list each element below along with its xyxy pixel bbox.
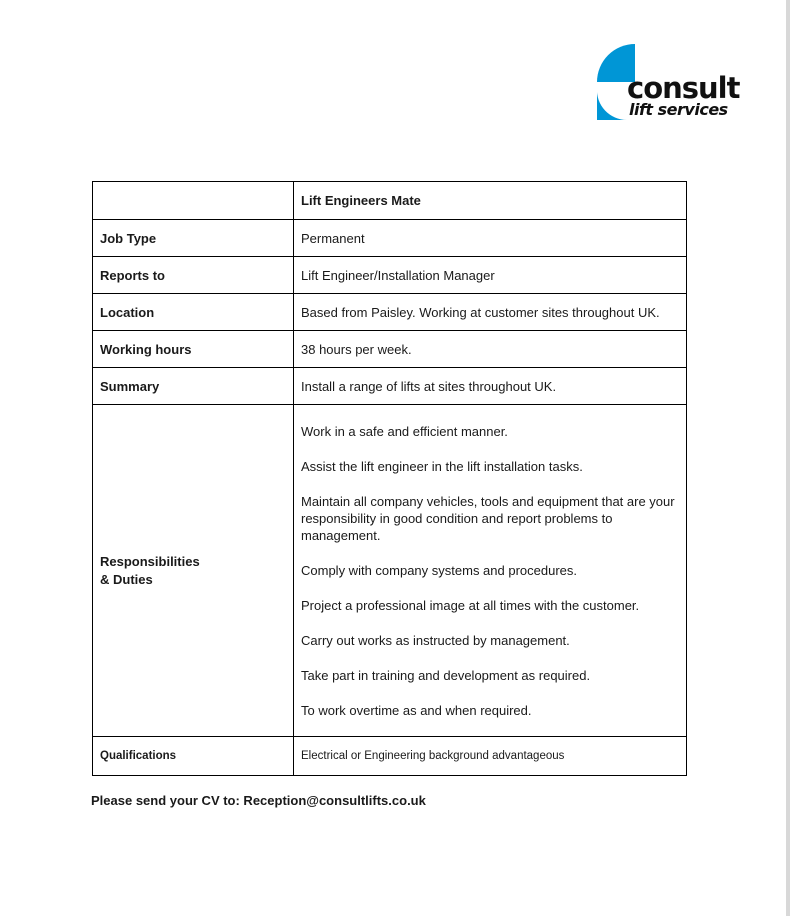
row-label-responsibilities	[93, 405, 294, 737]
row-label-job-type: Job Type	[93, 220, 294, 257]
job-title	[294, 182, 687, 220]
row-value-qualifications: Electrical or Engineering background advantageous	[294, 737, 687, 776]
cv-contact-note: Please send your CV to: Reception@consultlifts.co.uk	[91, 793, 426, 808]
duty-item: Carry out works as instructed by management.	[301, 632, 570, 648]
table-row-qualifications	[93, 737, 687, 776]
responsibilities-label-line2: & Duties	[100, 571, 153, 587]
table-row-responsibilities	[93, 405, 687, 737]
job-title-text: Lift Engineers Mate	[301, 193, 421, 208]
row-value-reports-to: Lift Engineer/Installation Manager	[294, 257, 687, 294]
table-row	[93, 257, 687, 294]
duty-item: Maintain all company vehicles, tools and equipment that are your responsibility in good condition and report problems to management.	[301, 493, 675, 543]
logo-tagline: lift services	[629, 100, 728, 119]
duties-list	[294, 405, 687, 737]
duty-item: Project a professional image at all times with the customer.	[301, 597, 640, 613]
company-logo	[597, 44, 757, 124]
duty-item: Comply with company systems and procedures.	[301, 562, 578, 578]
row-label-working-hours: Working hours	[93, 331, 294, 368]
empty-cell	[93, 182, 294, 220]
responsibilities-label-line1: Responsibilities	[100, 553, 200, 569]
row-label-qualifications: Qualifications	[93, 737, 294, 776]
duty-item: Assist the lift engineer in the lift installation tasks.	[301, 458, 583, 474]
duty-item: Work in a safe and efficient manner.	[301, 423, 508, 439]
row-label-summary: Summary	[93, 368, 294, 405]
row-value-working-hours: 38 hours per week.	[294, 331, 687, 368]
table-row-title	[93, 182, 687, 220]
row-value-job-type: Permanent	[294, 220, 687, 257]
table-row	[93, 220, 687, 257]
logo-wordmark: consult	[627, 71, 740, 105]
job-description-table	[92, 181, 687, 776]
table-row	[93, 368, 687, 405]
row-label-reports-to: Reports to	[93, 257, 294, 294]
duty-item: To work overtime as and when required.	[301, 702, 532, 718]
row-value-summary: Install a range of lifts at sites throughout UK.	[294, 368, 687, 405]
row-value-location: Based from Paisley. Working at customer sites throughout UK.	[294, 294, 687, 331]
row-label-location: Location	[93, 294, 294, 331]
duty-item: Take part in training and development as required.	[301, 667, 591, 683]
table-row	[93, 331, 687, 368]
page-edge	[786, 0, 790, 916]
table-row	[93, 294, 687, 331]
